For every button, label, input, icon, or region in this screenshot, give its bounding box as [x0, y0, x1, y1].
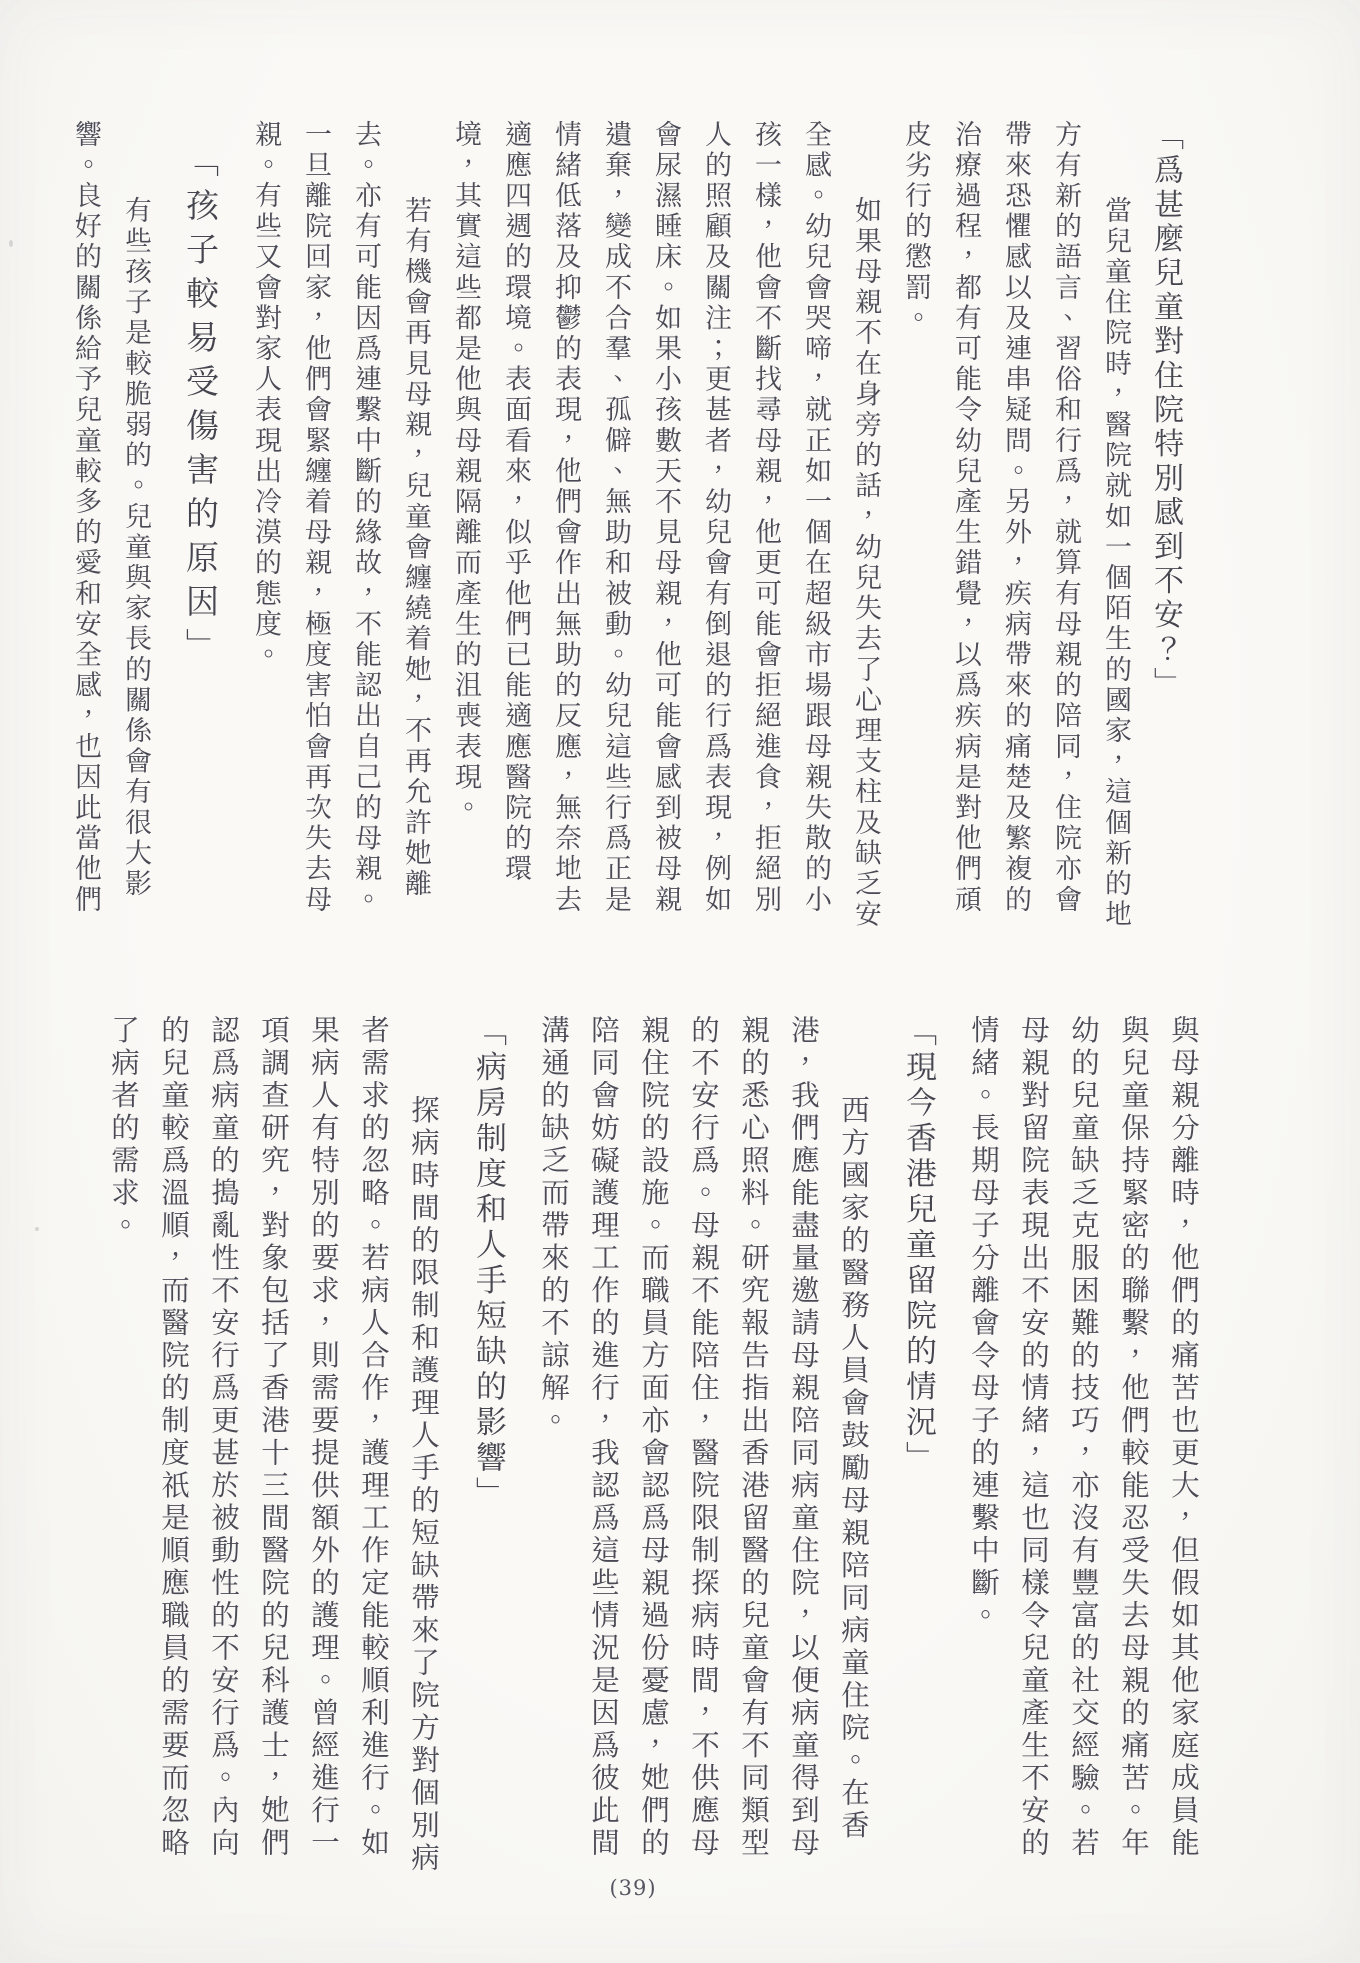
text-column: 與兒童保持緊密的聯繫，他們較能忍受失去母親的痛苦。年 [1117, 1015, 1150, 1860]
text-column: 孩一樣，他會不斷找尋母親，他更可能會拒絕進食，拒絕別 [750, 120, 781, 916]
page-number: (39) [609, 1876, 657, 1900]
text-column: 母親對留院表現出不安的情緒，這也同樣令兒童產生不安的 [1017, 1015, 1050, 1860]
text-column: 西方國家的醫務人員會鼓勵母親陪同病童住院。在香 [837, 1095, 870, 1843]
text-column: 帶來恐懼感以及連串疑問。另外，疾病帶來的痛楚及繁複的 [1000, 120, 1031, 916]
article-title: 「爲甚麼兒童對住院特別感到不安？」 [1148, 120, 1183, 702]
text-column: 果病人有特別的要求，則需要提供額外的護理。曾經進行一 [307, 1015, 340, 1860]
text-column: 認爲病童的搗亂性不安行爲更甚於被動性的不安行爲。內向 [207, 1015, 240, 1860]
text-column: 治療過程，都有可能令幼兒產生錯覺，以爲疾病是對他們頑 [950, 120, 981, 916]
text-column: 方有新的語言、習俗和行爲，就算有母親的陪同，住院亦會 [1050, 120, 1081, 916]
text-column: 一旦離院回家，他們會緊纏着母親，極度害怕會再次失去母 [300, 120, 331, 916]
text-column: 去。亦有可能因爲連繫中斷的緣故，不能認出自己的母親。 [350, 120, 381, 916]
text-column: 者需求的忽略。若病人合作，護理工作定能較順利進行。如 [357, 1015, 390, 1860]
text-column: 的兒童較爲溫順，而醫院的制度祇是順應職員的需要而忽略 [157, 1015, 190, 1860]
section-heading: 「孩子較易受傷害的原因」 [181, 144, 220, 672]
text-column: 皮劣行的懲罰。 [900, 120, 931, 335]
text-column: 若有機會再見母親，兒童會纏繞着她，不再允許她離 [400, 196, 431, 900]
text-column: 溝通的缺乏而帶來的不諒解。 [537, 1015, 570, 1438]
text-column: 響。良好的關係給予兒童較多的愛和安全感，也因此當他們 [70, 120, 101, 916]
text-column: 遺棄，變成不合羣、孤僻、無助和被動。幼兒這些行爲正是 [600, 120, 631, 916]
text-column: 港，我們應能盡量邀請母親陪同病童住院，以便病童得到母 [787, 1015, 820, 1860]
article-bottom-section [96, 1015, 1208, 1875]
text-column: 的不安行爲。母親不能陪住，醫院限制探病時間，不供應母 [687, 1015, 720, 1860]
text-column: 如果母親不在身旁的話，幼兒失去了心理支柱及缺乏安 [850, 196, 881, 931]
text-column: 當兒童住院時，醫院就如一個陌生的國家，這個新的地 [1100, 196, 1131, 931]
text-column: 親住院的設施。而職員方面亦會認爲母親過份憂慮，她們的 [637, 1015, 670, 1860]
text-column: 與母親分離時，他們的痛苦也更大，但假如其他家庭成員能 [1167, 1015, 1200, 1860]
text-column: 親。有些又會對家人表現出冷漠的態度。 [250, 120, 281, 671]
section-heading: 「現今香港兒童留院的情況」 [900, 1015, 936, 1477]
scan-speck [35, 1227, 39, 1231]
text-column: 陪同會妨礙護理工作的進行，我認爲這些情況是因爲彼此間 [587, 1015, 620, 1860]
text-column: 情緒低落及抑鬱的表現，他們會作出無助的反應，無奈地去 [550, 120, 581, 916]
text-column: 幼的兒童缺乏克服困難的技巧，亦沒有豐富的社交經驗。若 [1067, 1015, 1100, 1860]
text-column: 親的悉心照料。研究報告指出香港留醫的兒童會有不同類型 [737, 1015, 770, 1860]
text-column: 項調查研究，對象包括了香港十三間醫院的兒科護士，她們 [257, 1015, 290, 1860]
text-column: 境，其實這些都是他與母親隔離而產生的沮喪表現。 [450, 120, 481, 824]
text-column: 會尿濕睡床。如果小孩數天不見母親，他可能會感到被母親 [650, 120, 681, 916]
article-top-section [55, 120, 1190, 931]
text-column: 人的照顧及關注；更甚者，幼兒會有倒退的行爲表現，例如 [700, 120, 731, 916]
section-heading: 「病房制度和人手短缺的影響」 [470, 1015, 506, 1512]
text-column: 了病者的需求。 [107, 1015, 140, 1243]
scan-speck [9, 240, 13, 247]
text-column: 有些孩子是較脆弱的。兒童與家長的關係會有很大影 [120, 196, 151, 900]
text-column: 全感。幼兒會哭啼，就正如一個在超級市場跟母親失散的小 [800, 120, 831, 916]
text-column: 適應四週的環境。表面看來，似乎他們已能適應醫院的環 [500, 120, 531, 885]
text-column: 探病時間的限制和護理人手的短缺帶來了院方對個別病 [407, 1095, 440, 1875]
text-column: 情緒。長期母子分離會令母子的連繫中斷。 [967, 1015, 1000, 1633]
